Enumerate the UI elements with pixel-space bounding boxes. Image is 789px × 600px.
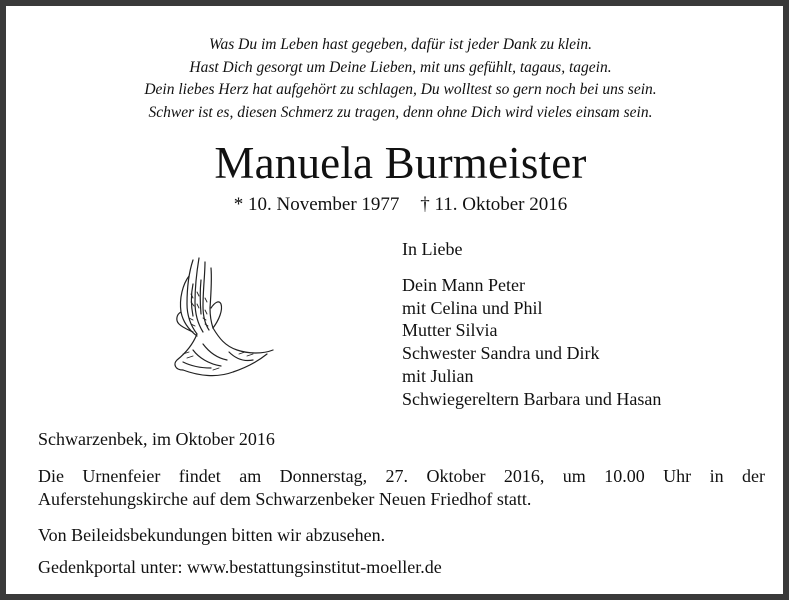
ceremony-line: Die Urnenfeier findet am Donnerstag, 27. Oktober 2016, um 10.00 Uhr in der [38,466,765,486]
memorial-portal-link[interactable]: Gedenkportal unter: www.bestattungsinstitut-moeller.de [38,557,442,577]
poem-line: Hast Dich gesorgt um Deine Lieben, mit uns gefühlt, tagaus, tagein. [189,58,612,76]
poem-line: Was Du im Leben hast gegeben, dafür ist jeder Dank zu klein. [208,36,592,53]
mourner: Mutter Silvia [402,320,498,341]
in-liebe-label: In Liebe [402,239,463,259]
ceremony-line: Auferstehungskirche auf dem Schwarzenbeker Neuen Friedhof statt. [38,489,532,509]
condolence-note: Von Beileidsbekundungen bitten wir abzusehen. [38,525,386,545]
poem-line: Dein liebes Herz hat aufgehört zu schlagen, Du wolltest so gern noch bei uns sein. [144,81,657,98]
ceremony-notice [38,465,765,511]
poem [6,34,789,124]
mourner: Schwiegereltern Barbara und Hasan [402,388,662,409]
life-dates [6,192,789,218]
place-date: Schwarzenbek, im Oktober 2016 [38,429,275,449]
poem-line: Schwer ist es, diesen Schmerz zu tragen, denn ohne Dich wird vieles einsam sein. [148,103,653,121]
mourner: mit Celina und Phil [402,297,543,318]
birth-date: * 10. November 1977 [233,194,400,215]
praying-hands-icon [153,254,281,382]
mourner: Schwester Sandra und Dirk [402,343,600,364]
mourner: mit Julian [402,365,474,386]
mourners-list [402,274,661,410]
deceased-name: Manuela Burmeister [214,138,587,188]
death-date: † 11. Oktober 2016 [420,194,568,215]
mourner: Dein Mann Peter [402,275,525,295]
